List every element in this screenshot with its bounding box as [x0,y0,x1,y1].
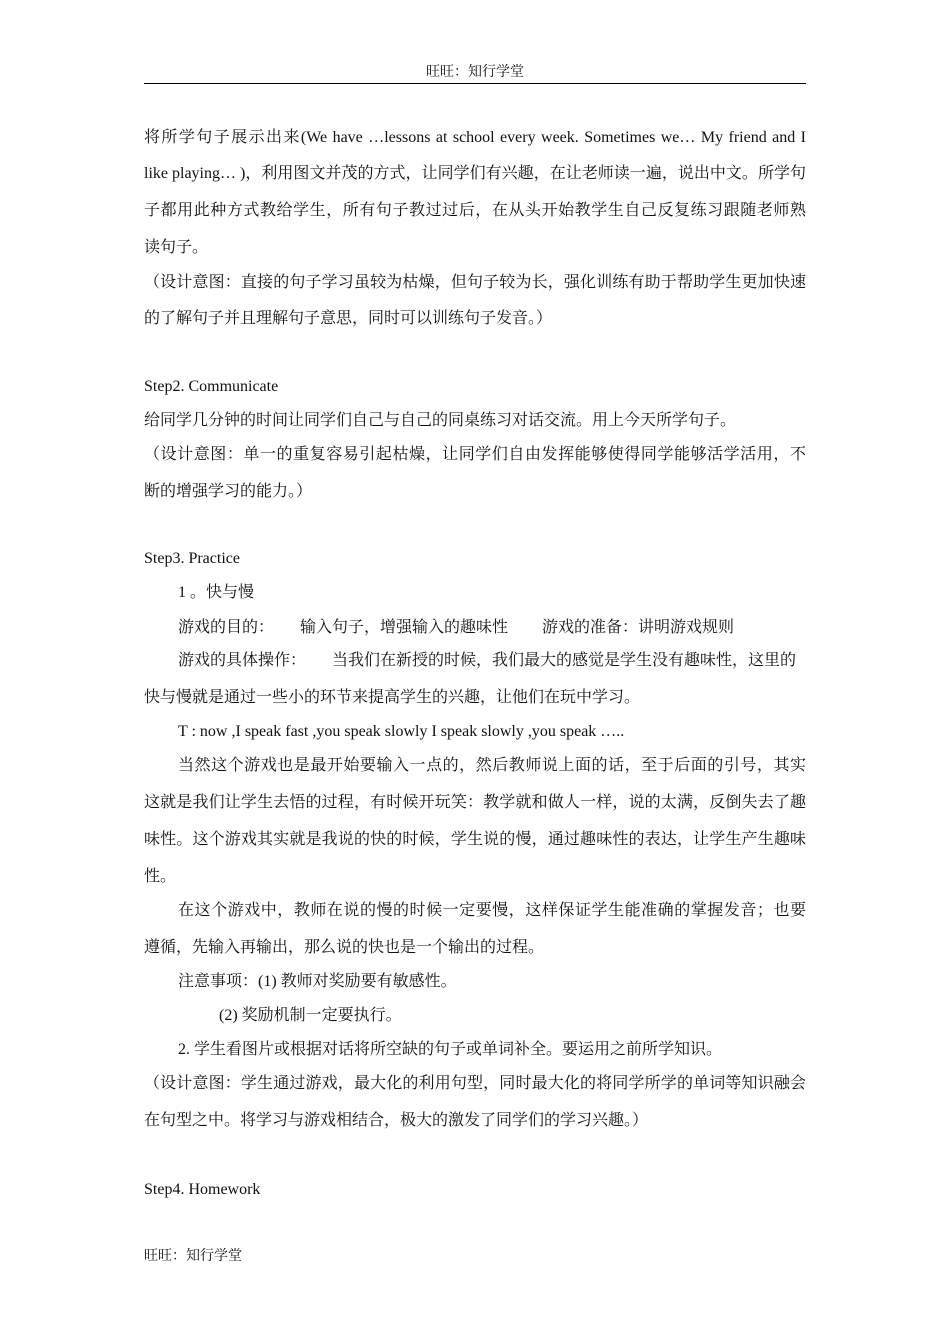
step3-title: Step3. Practice [144,550,240,567]
intro-line: 子都用此种方式教给学生，所有句子教过过后，在从头开始教学生自己反复练习跟随老师熟 [144,202,806,219]
step3-para1-line: 味性。这个游戏其实就是我说的快的时候，学生说的慢，通过趣味性的表达，让学生产生趣味 [144,831,806,848]
step3-para1-line: 这就是我们让学生去悟的过程，有时候开玩笑：教学就和做人一样，说的太满，反倒失去了趣 [144,794,806,811]
step3-item1-title: 1 。快与慢 [178,584,255,601]
step2-intent-line: （设计意图：单一的重复容易引起枯燥，让同学们自由发挥能够使得同学能够活学活用，不 [144,446,806,463]
intro-intent-line: 的了解句子并且理解句子意思，同时可以训练句子发音。） [144,310,553,327]
step2-title: Step2. Communicate [144,378,279,395]
header-divider [144,83,806,84]
prep-text: 游戏的准备：讲明游戏规则 [542,619,735,636]
step3-purpose-row [178,618,734,638]
step3-operation-row [178,651,796,671]
step3-operation-cont: 快与慢就是通过一些小的环节来提高学生的兴趣，让他们在玩中学习。 [144,689,641,706]
step4-title: Step4. Homework [144,1181,261,1198]
step3-para2-line: 遵循，先输入再输出，那么说的快也是一个输出的过程。 [144,939,545,956]
purpose-value: 输入句子，增强输入的趣味性 [300,619,509,636]
step3-item2: 2. 学生看图片或根据对话将所空缺的句子或单词补全。要运用之前所学知识。 [178,1041,723,1058]
step3-dialogue: T : now ,I speak fast ,you speak slowly I speak slowly ,you speak ….. [178,723,625,740]
operation-text: 当我们在新授的时候，我们最大的感觉是学生没有趣味性，这里的 [332,652,797,669]
step3-para1-line: 当然这个游戏也是最开始要输入一点的，然后教师说上面的话，至于后面的引号，其实 [178,757,806,774]
step2-intent-line: 断的增强学习的能力。） [144,483,313,500]
intro-intent-line: （设计意图：直接的句子学习虽较为枯燥，但句子较为长，强化训练有助于帮助学生更加快速 [144,274,806,291]
operation-label: 游戏的具体操作： [178,652,307,669]
page-header: 旺旺：知行学堂 [426,65,524,80]
page-footer: 旺旺：知行学堂 [144,1249,242,1264]
step3-note1: 注意事项：(1) 教师对奖励要有敏感性。 [178,973,457,990]
intro-line: like playing… )，利用图文并茂的方式，让同学们有兴趣，在让老师读一遍，说出中文。所学句 [144,165,806,182]
step3-intent-line: 在句型之中。将学习与游戏相结合，极大的激发了同学们的学习兴趣。） [144,1112,649,1129]
step2-body: 给同学几分钟的时间让同学们自己与自己的同桌练习对话交流。用上今天所学句子。 [144,412,737,429]
step3-para2-line: 在这个游戏中，教师在说的慢的时候一定要慢，这样保证学生能准确的掌握发音；也要 [178,902,806,919]
intro-line: 读句子。 [144,239,209,256]
purpose-label: 游戏的目的： [178,619,275,636]
step3-intent-line: （设计意图：学生通过游戏，最大化的利用句型，同时最大化的将同学所学的单词等知识融会 [144,1075,806,1092]
step3-para1-line: 性。 [144,868,177,885]
intro-line: 将所学句子展示出来(We have …lessons at school every week. Sometimes we… My friend and I [144,129,806,146]
step3-note2: (2) 奖励机制一定要执行。 [219,1007,402,1024]
